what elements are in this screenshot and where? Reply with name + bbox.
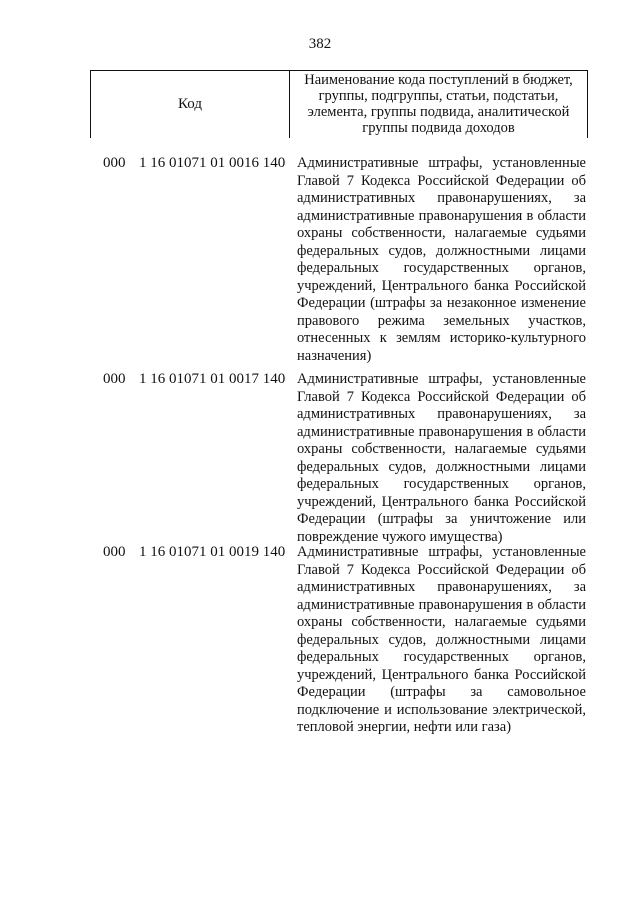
code-description: Административные штрафы, установленные Главой 7 Кодекса Российской Федерации об административных правонарушениях, за административные правонарушения в области охраны собственности, налагаемые судьями федеральных судов, должностными лицами федеральных государственных органов, учреждений, Центрального банка Российской Федерации (штрафы за незаконное изменение правового режима земельных участков, отнесенных к землям историко-культурного назначения): [297, 155, 586, 364]
budget-code: 1 16 01071 01 0016 140: [139, 155, 286, 171]
header-code-cell: Код: [91, 71, 290, 138]
header-name-cell: Наименование кода поступлений в бюджет, группы, подгруппы, статьи, подстатьи, элемента, группы подвида, аналитической группы подвида доходов: [304, 72, 573, 136]
admin-code: 000: [103, 544, 126, 560]
budget-code: 1 16 01071 01 0017 140: [139, 371, 286, 387]
admin-code: 000: [103, 155, 126, 171]
table-header: [90, 70, 588, 138]
code-description: Административные штрафы, установленные Главой 7 Кодекса Российской Федерации об административных правонарушениях, за административные правонарушения в области охраны собственности, налагаемые судьями федеральных судов, должностными лицами федеральных государственных органов, учреждений, Центрального банка Российской Федерации (штрафы за самовольное подключение и использование электрической, тепловой энергии, нефти или газа): [297, 544, 586, 735]
admin-code: 000: [103, 371, 126, 387]
code-description: Административные штрафы, установленные Главой 7 Кодекса Российской Федерации об административных правонарушениях, за административные правонарушения в области охраны собственности, налагаемые судьями федеральных судов, должностными лицами федеральных государственных органов, учреждений, Центрального банка Российской Федерации (штрафы за уничтожение или повреждение чужого имущества): [297, 371, 586, 545]
budget-code: 1 16 01071 01 0019 140: [139, 544, 286, 560]
page-number: 382: [308, 36, 332, 52]
